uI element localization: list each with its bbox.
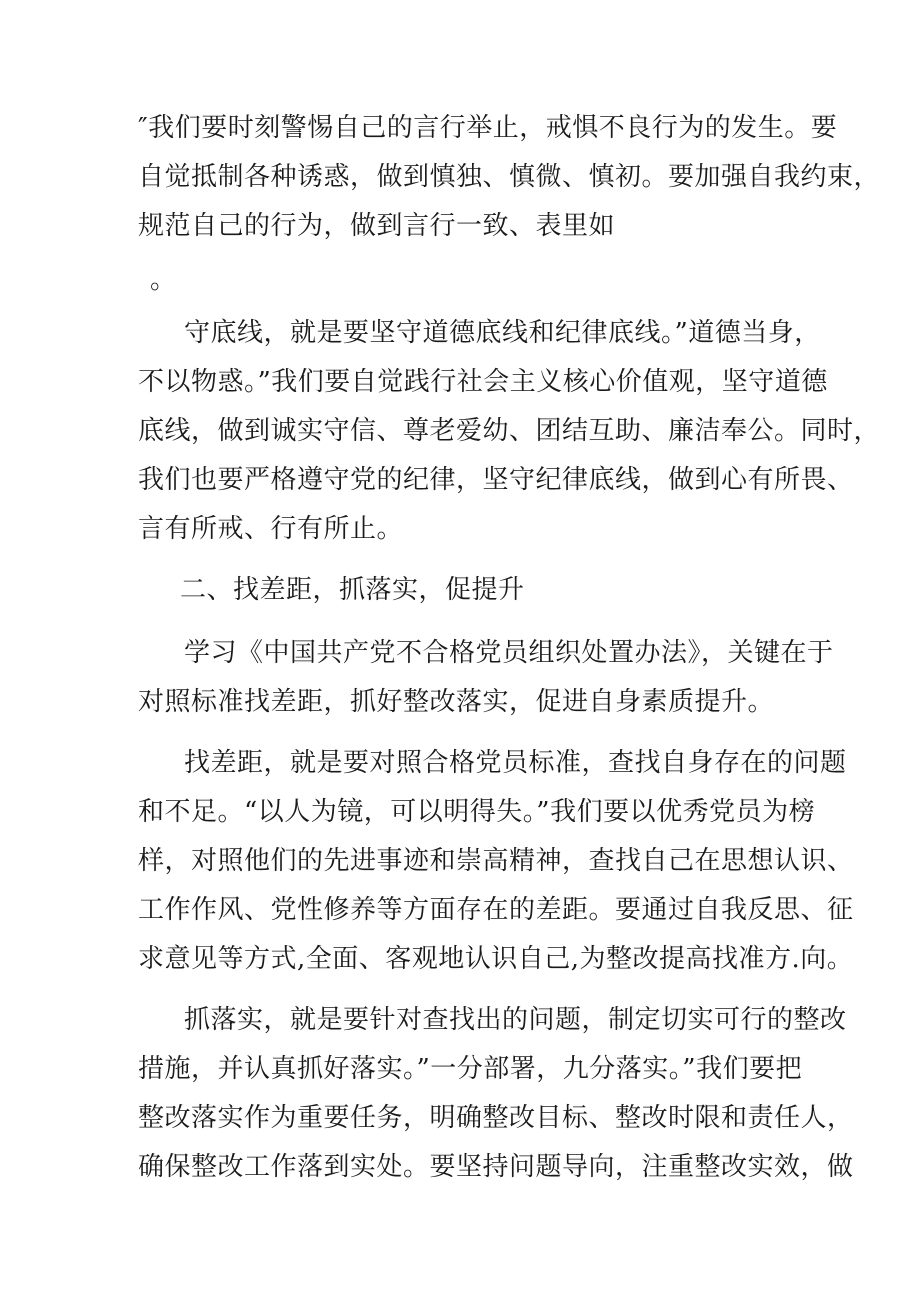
text-line: 措施，并认真抓好落实。”一分部署，九分落实。”我们要把	[138, 1054, 803, 1084]
text-line: ″我们要时刻警惕自己的言行举止，戒惧不良行为的发生。要	[138, 113, 838, 143]
text-line: 言有所戒、行有所止。	[138, 514, 404, 544]
text-line: 底线，做到诚实守信、尊老爱幼、团结互助、廉洁奉公。同时，	[138, 416, 881, 446]
text-line: 我们也要严格遵守党的纪律，坚守纪律底线，做到心有所畏、	[138, 465, 854, 495]
text-line: 规范自己的行为，做到言行一致、表里如	[138, 211, 616, 241]
text-line: 工作作风、党性修养等方面存在的差距。要通过自我反思、征	[138, 895, 854, 925]
text-line: 不以物惑。”我们要自觉践行社会主义核心价值观，坚守道德	[138, 367, 828, 397]
text-line: 整改落实作为重要任务，明确整改目标、整改时限和责任人，	[138, 1103, 854, 1133]
paragraph-start-line: 学习《中国共产党不合格党员组织处置办法》，关键在于	[184, 638, 834, 668]
text-line: 和不足。“以人为镜，可以明得失。”我们要以优秀党员为榜	[138, 797, 816, 827]
section-heading: 二、找差距，抓落实，促提升	[180, 575, 525, 605]
text-line: 确保整改工作落到实处。要坚持问题导向，注重整改实效，做	[138, 1152, 854, 1182]
paragraph-start-line: 找差距，就是要对照合格党员标准，查找自身存在的问题	[184, 748, 847, 778]
text-line: 样，对照他们的先进事迹和崇高精神，查找自己在思想认识、	[138, 846, 854, 876]
paragraph-start-line: 守底线，就是要坚守道德底线和纪律底线。”道德当身，	[184, 318, 821, 348]
text-line: 。	[150, 265, 177, 295]
text-line: 自觉抵制各种诱惑，做到慎独、慎微、慎初。要加强自我约束，	[138, 162, 881, 192]
paragraph-start-line: 抓落实，就是要针对查找出的问题，制定切实可行的整改	[184, 1005, 847, 1035]
text-line: 对照标准找差距，抓好整改落实，促进自身素质提升。	[138, 687, 775, 717]
text-line: 求意见等方式,全面、客观地认识自己,为整改提高找准方.向。	[138, 944, 854, 974]
